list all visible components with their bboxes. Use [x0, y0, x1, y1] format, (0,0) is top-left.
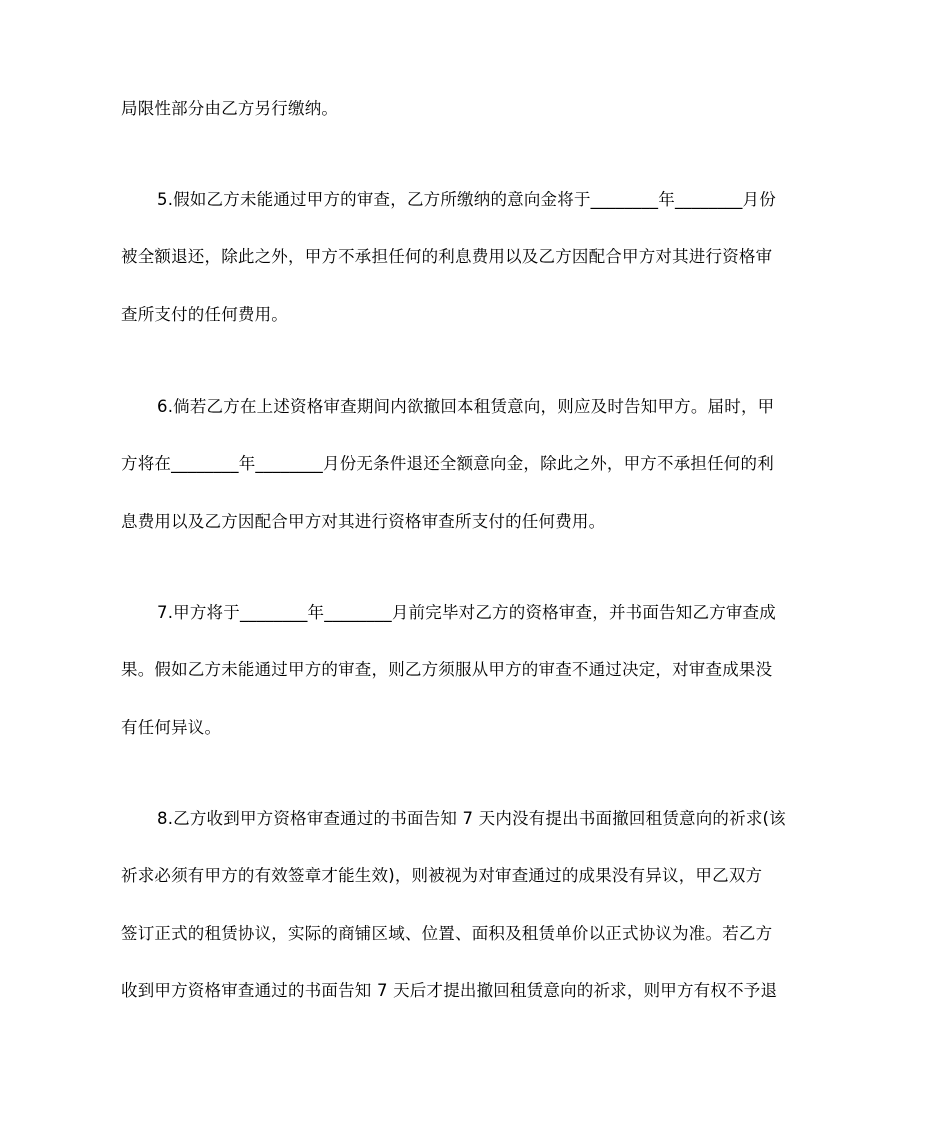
text-line: 方将在________年________月份无条件退还全额意向金，除此之外，甲方不承担任何的利: [121, 454, 774, 473]
text-line: 查所支付的任何费用。: [121, 305, 288, 324]
clause-7-line: 7.甲方将于________年________月前完毕对乙方的资格审查，并书面告知乙方审查成: [157, 603, 776, 622]
clause-5-line: 5.假如乙方未能通过甲方的审查，乙方所缴纳的意向金将于________年________月份: [157, 190, 776, 209]
text-line: 果。假如乙方未能通过甲方的审查，则乙方须服从甲方的审查不通过决定，对审查成果没: [121, 660, 773, 679]
clause-8-line: 8.乙方收到甲方资格审查通过的书面告知 7 天内没有提出书面撤回租赁意向的祈求(该: [157, 809, 786, 828]
text-line: 签订正式的租赁协议，实际的商铺区域、位置、面积及租赁单价以正式协议为准。若乙方: [121, 924, 773, 943]
text-line: 局限性部分由乙方另行缴纳。: [121, 99, 339, 118]
clause-6-line: 6.倘若乙方在上述资格审查期间内欲撤回本租赁意向，则应及时告知甲方。届时，甲: [157, 397, 775, 416]
text-line: 有任何异议。: [121, 718, 222, 737]
text-line: 祈求必须有甲方的有效签章才能生效)，则被视为对审查通过的成果没有异议，甲乙双方: [121, 866, 763, 885]
text-line: 被全额退还，除此之外，甲方不承担任何的利息费用以及乙方因配合甲方对其进行资格审: [121, 247, 773, 266]
text-line: 收到甲方资格审查通过的书面告知 7 天后才提出撤回租赁意向的祈求，则甲方有权不予退: [121, 981, 778, 1000]
text-line: 息费用以及乙方因配合甲方对其进行资格审查所支付的任何费用。: [121, 512, 606, 531]
